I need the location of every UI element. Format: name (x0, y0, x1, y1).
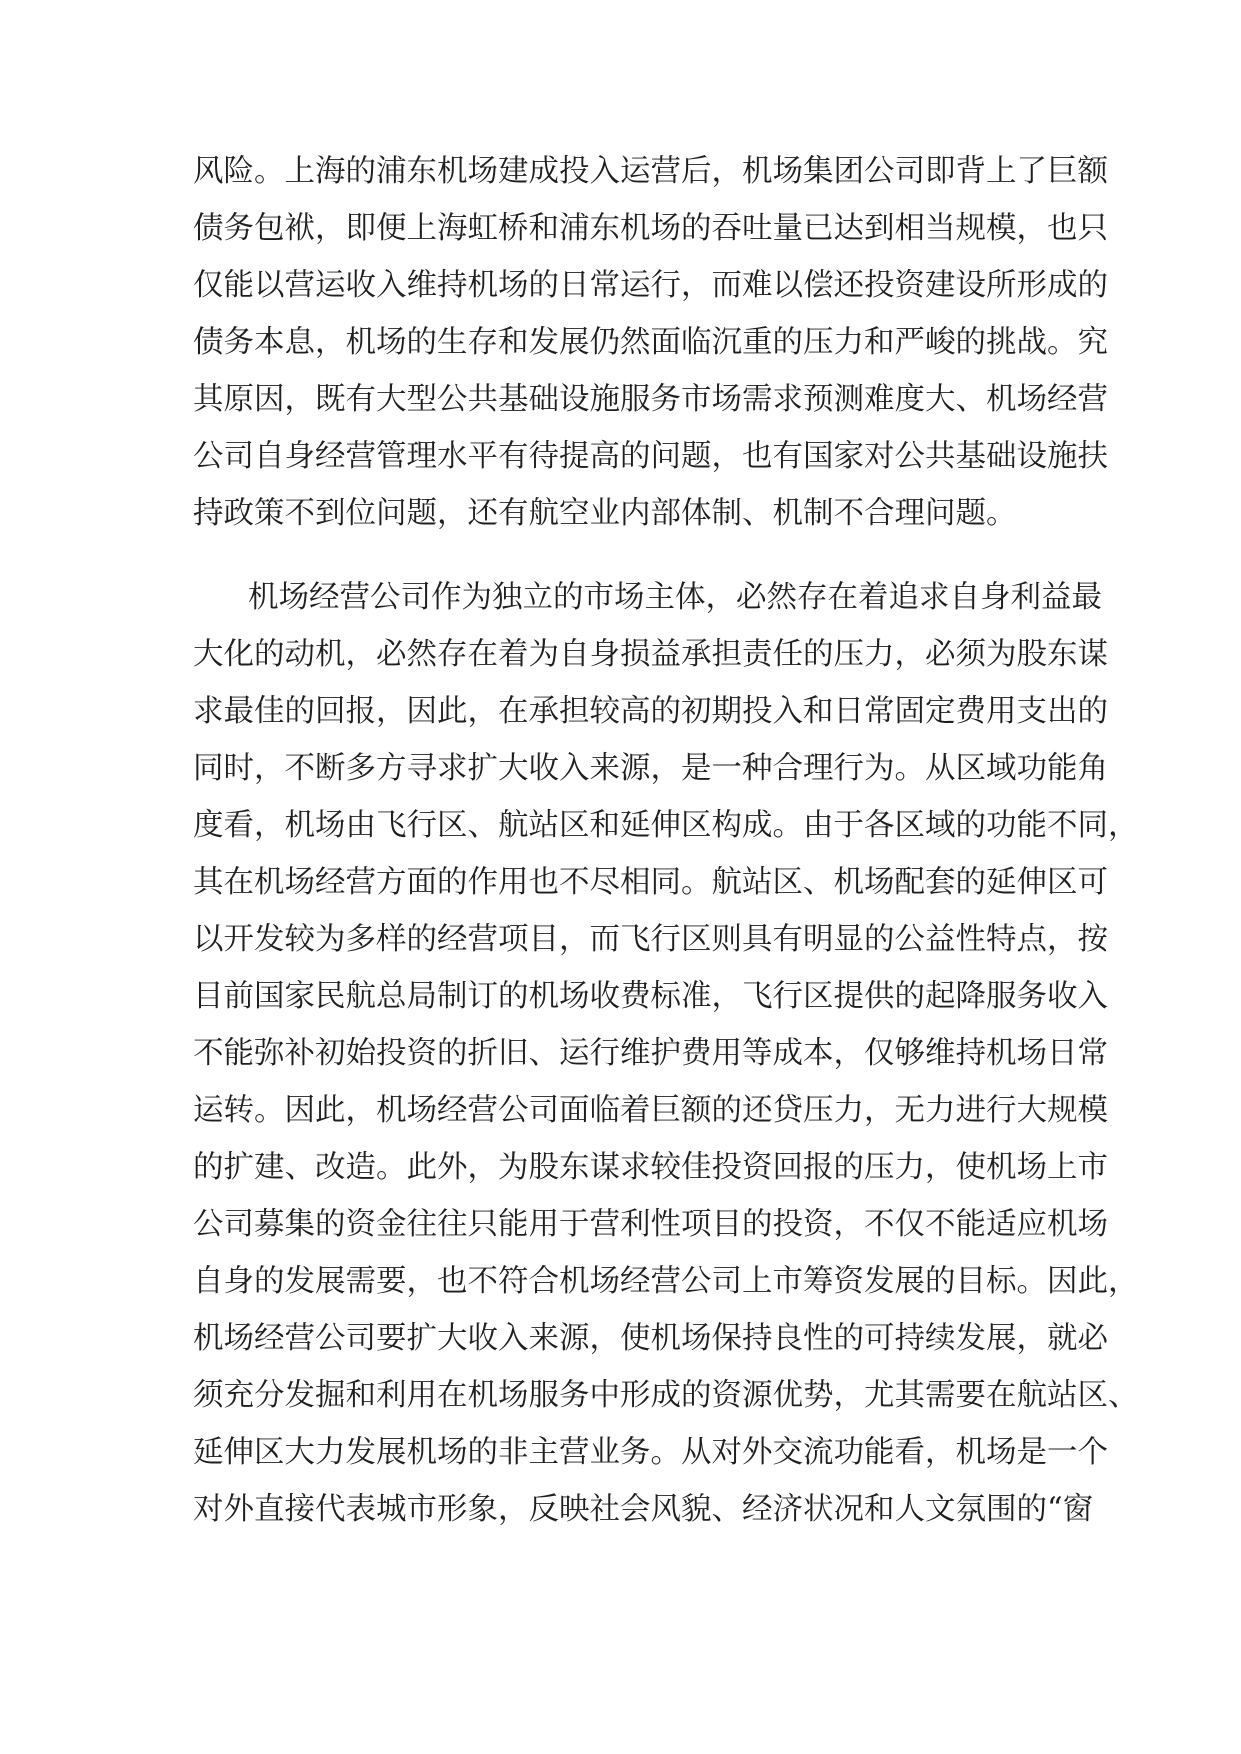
paragraph-line: 对外直接代表城市形象，反映社会风貌、经济状况和人文氛围的“窗 (193, 1492, 1094, 1527)
paragraph-line: 延伸区大力发展机场的非主营业务。从对外交流功能看，机场是一个 (193, 1435, 1108, 1470)
paragraph-line: 债务本息，机场的生存和发展仍然面临沉重的压力和严峻的挑战。究 (193, 325, 1108, 360)
paragraph-line: 须充分发掘和利用在机场服务中形成的资源优势，尤其需要在航站区、 (193, 1378, 1139, 1413)
paragraph-line: 自身的发展需要，也不符合机场经营公司上市筹资发展的目标。因此， (193, 1264, 1139, 1299)
paragraph-line: 以开发较为多样的经营项目，而飞行区则具有明显的公益性特点，按 (193, 922, 1108, 957)
paragraph-line: 同时，不断多方寻求扩大收入来源，是一种合理行为。从区域功能角 (193, 751, 1108, 786)
paragraph-line: 机场经营公司作为独立的市场主体，必然存在着追求自身利益最 (248, 580, 1102, 615)
paragraph-line: 不能弥补初始投资的折旧、运行维护费用等成本，仅够维持机场日常 (193, 1036, 1108, 1071)
paragraph-line: 目前国家民航总局制订的机场收费标准，飞行区提供的起降服务收入 (193, 979, 1108, 1014)
paragraph-line: 仅能以营运收入维持机场的日常运行，而难以偿还投资建设所形成的 (193, 268, 1108, 303)
paragraph-line: 持政策不到位问题，还有航空业内部体制、机制不合理问题。 (193, 496, 1017, 531)
paragraph-line: 度看，机场由飞行区、航站区和延伸区构成。由于各区域的功能不同， (193, 808, 1139, 843)
paragraph-line: 运转。因此，机场经营公司面临着巨额的还贷压力，无力进行大规模 (193, 1093, 1108, 1128)
paragraph-line: 公司自身经营管理水平有待提高的问题，也有国家对公共基础设施扶 (193, 439, 1108, 474)
paragraph-line: 大化的动机，必然存在着为自身损益承担责任的压力，必须为股东谋 (193, 637, 1108, 672)
paragraph-line: 机场经营公司要扩大收入来源，使机场保持良性的可持续发展，就必 (193, 1321, 1108, 1356)
paragraph-line: 风险。上海的浦东机场建成投入运营后，机场集团公司即背上了巨额 (193, 154, 1108, 189)
paragraph-line: 公司募集的资金往往只能用于营利性项目的投资，不仅不能适应机场 (193, 1207, 1108, 1242)
paragraph-line: 债务包袱，即便上海虹桥和浦东机场的吞吐量已达到相当规模，也只 (193, 211, 1108, 246)
paragraph-line: 的扩建、改造。此外，为股东谋求较佳投资回报的压力，使机场上市 (193, 1150, 1108, 1185)
paragraph-line: 求最佳的回报，因此，在承担较高的初期投入和日常固定费用支出的 (193, 694, 1108, 729)
paragraph-line: 其原因，既有大型公共基础设施服务市场需求预测难度大、机场经营 (193, 382, 1108, 417)
paragraph-line: 其在机场经营方面的作用也不尽相同。航站区、机场配套的延伸区可 (193, 865, 1108, 900)
